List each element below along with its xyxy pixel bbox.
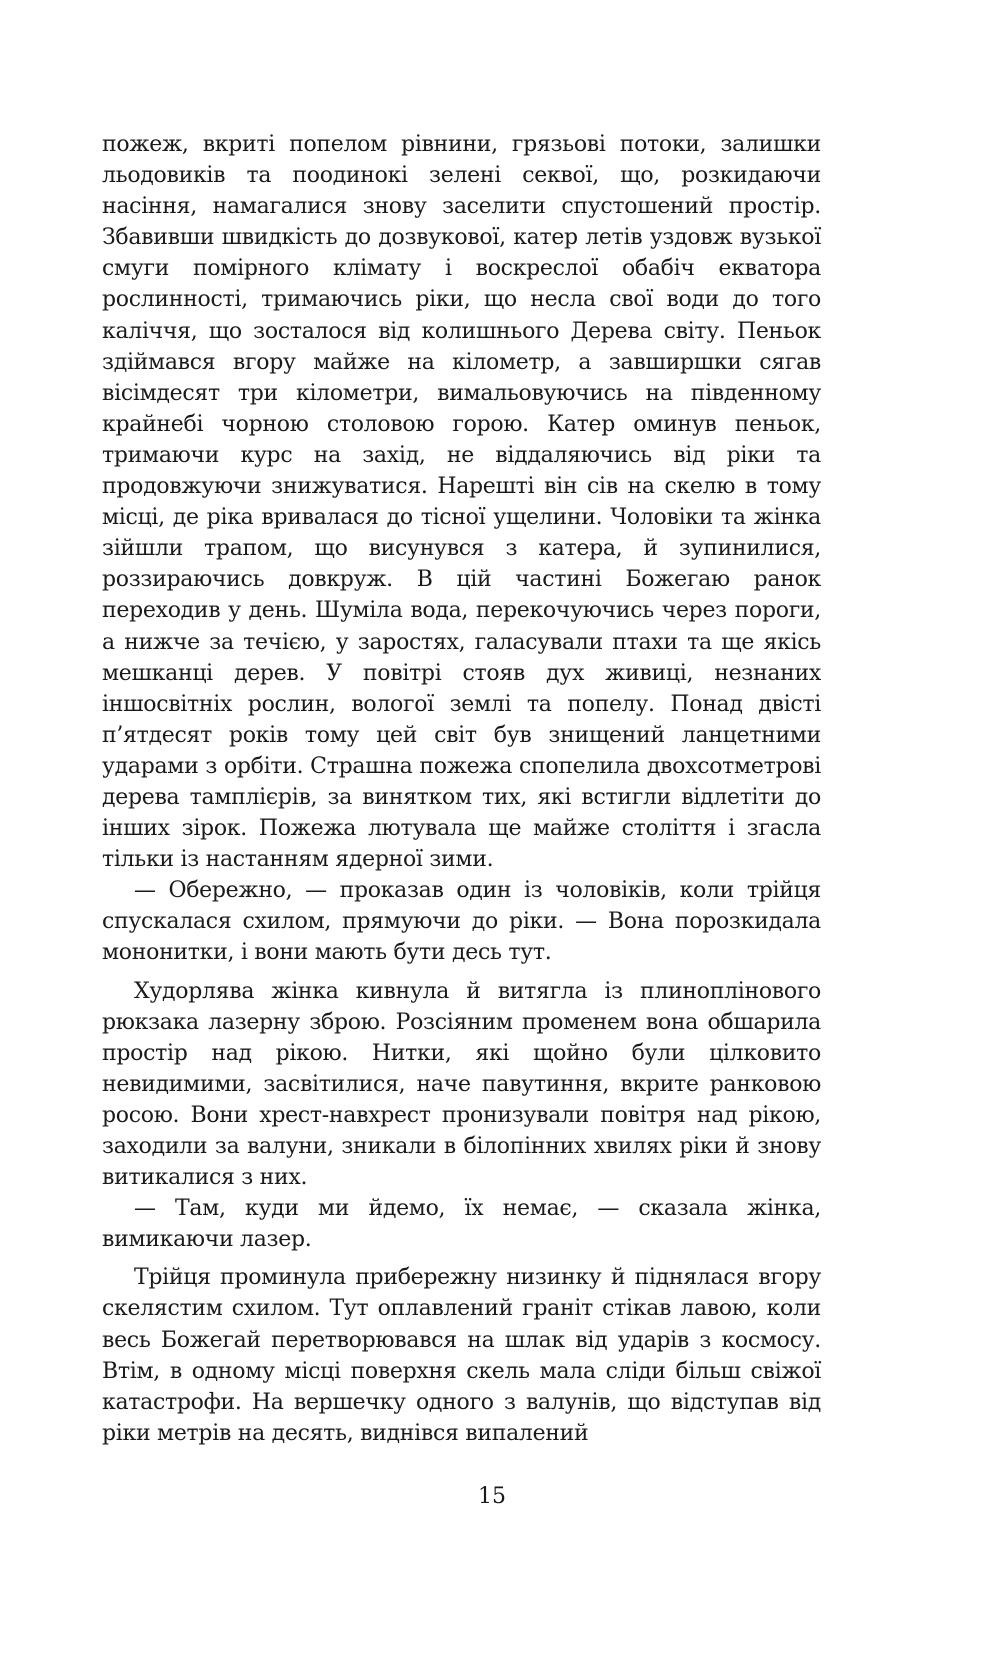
paragraph-2: — Обережно, — проказав один із чоловіків, коли трійця спускалася схилом, прямуючи до ріки. — Вона порозкидала мононитки, і вони мають бути десь тут. [102,878,821,966]
body-text [102,129,821,1449]
page-number: 15 [478,1484,506,1509]
paragraph-1: пожеж, вкриті попелом рівнини, грязьові потоки, залишки льодовиків та поодинокі зелені секвої, що, розкидаючи насіння, намагалися знову заселити спустошений простір. Збавивши швидкість до дозвукової, катер летів уздовж вузької смуги помірного клімату і воскреслої обабіч екватора рослинності, тримаючись ріки, що несла свої води до того каліччя, що зосталося від колишнього Дерева світу. Пеньок здіймався вгору майже на кілометр, а завширшки сягав вісімдесят три кілометри, вимальовуючись на південному крайнебі чорною столовою горою. Катер оминув пеньок, тримаючи курс на захід, не віддаляючись від ріки та продовжуючи знижуватися. Нарешті він сів на скелю в тому місці, де ріка вривалася до тісної ущелини. Чоловіки та жінка зійшли трапом, що висунувся з катера, й зупинилися, роззираючись довкруж. В цій частині Божегаю ранок переходив у день. Шуміла вода, перекочуючись через пороги, а нижче за течією, у заростях, галасували птахи та ще якісь мешканці дерев. У повітрі стояв дух живиці, незнаних іншосвітніх рослин, вологої землі та попелу. Понад двісті п’ятдесят років тому цей світ був знищений ланцетними ударами з орбіти. Страшна пожежа спопелила двохсотметрові дерева тамплієрів, за винятком тих, які встигли відлетіти до інших зірок. Пожежа лютувала ще майже століття і згасла тільки із настанням ядерної зими. [102,132,821,873]
paragraph-5: Трійця проминула прибережну низинку й піднялася вгору скелястим схилом. Тут оплавлений граніт стікав лавою, коли весь Божегай перетворювався на шлак від ударів з космосу. Втім, в одному місці поверхня скель мала сліди більш свіжої катастрофи. На вершечку одного з валунів, що відступав від ріки метрів на десять, виднівся випалений [102,1265,821,1446]
paragraph-3: Худорлява жінка кивнула й витягла із плиноплінового рюкзака лазерну зброю. Розсіяним променем вона обшарила простір над рікою. Нитки, які щойно були цілковито невидимими, засвітилися, наче павутиння, вкрите ранковою росою. Вони хрест-навхрест пронизували повітря над рікою, заходили за валуни, зникали в білопінних хвилях ріки й знову витикалися з них. [102,978,821,1191]
paragraph-4: — Там, куди ми йдемо, їх немає, — сказала жінка, вимикаючи лазер. [102,1196,821,1253]
